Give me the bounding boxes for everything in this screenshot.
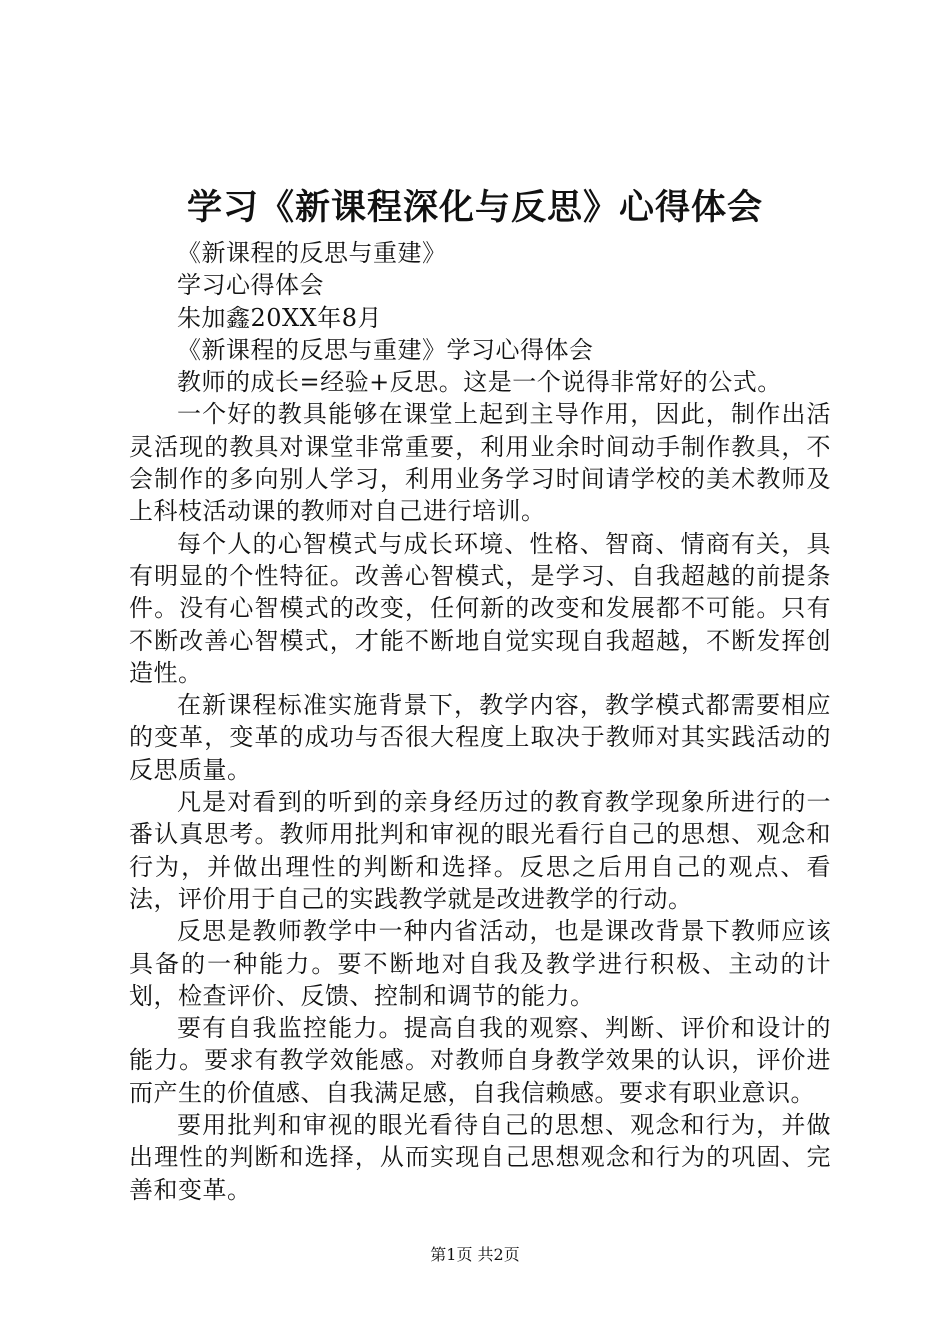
paragraph: 凡是对看到的听到的亲身经历过的教育教学现象所进行的一番认真思考。教师用批判和审视的眼光看行自己的思想、观念和行为，并做出理性的判断和选择。反思之后用自己的观点、看法，评价用于自己的实践教学就是改进教学的行动。 (129, 788, 831, 913)
paragraph: 一个好的教具能够在课堂上起到主导作用，因此，制作出活灵活现的教具对课堂非常重要，利用业余时间动手制作教具，不会制作的多向别人学习，利用业务学习时间请学校的美术教师及上科枝活动课的教师对自己进行培训。 (129, 400, 831, 526)
paragraph: 在新课程标准实施背景下，教学内容，教学模式都需要相应的变革，变革的成功与否很大程度上取决于教师对其实践活动的反思质量。 (129, 691, 831, 784)
paragraph: 反思是教师教学中一种内省活动，也是课改背景下教师应该具备的一种能力。要不断地对自我及教学进行积极、主动的计划，检查评价、反馈、控制和调节的能力。 (129, 917, 831, 1010)
paragraph: 朱加鑫20XX年8月 (177, 303, 382, 332)
paragraph: 《新课程的反思与重建》 (177, 239, 447, 267)
page-title: 学习《新课程深化与反思》心得体会 (186, 187, 763, 228)
paragraph: 要用批判和审视的眼光看待自己的思想、观念和行为，并做出理性的判断和选择，从而实现自己思想观念和行为的巩固、完善和变革。 (129, 1111, 831, 1204)
paragraph: 要有自我监控能力。提高自我的观察、判断、评价和设计的能力。要求有教学效能感。对教师自身教学效果的认识，评价进而产生的价值感、自我满足感，自我信赖感。要求有职业意识。 (129, 1014, 831, 1107)
document-body (129, 237, 831, 1206)
paragraph: 每个人的心智模式与成长环境、性格、智商、情商有关，具有明显的个性特征。改善心智模式，是学习、自我超越的前提条件。没有心智模式的改变，任何新的改变和发展都不可能。只有不断改善心智模式，才能不断地自觉实现自我超越，不断发挥创造性。 (129, 529, 831, 687)
page-number-footer: 第1页 共2页 (430, 1245, 520, 1264)
paragraph: 《新课程的反思与重建》学习心得体会 (177, 335, 594, 364)
paragraph: 学习心得体会 (177, 271, 324, 300)
paragraph: 教师的成长=经验+反思。这是一个说得非常好的公式。 (177, 368, 782, 397)
